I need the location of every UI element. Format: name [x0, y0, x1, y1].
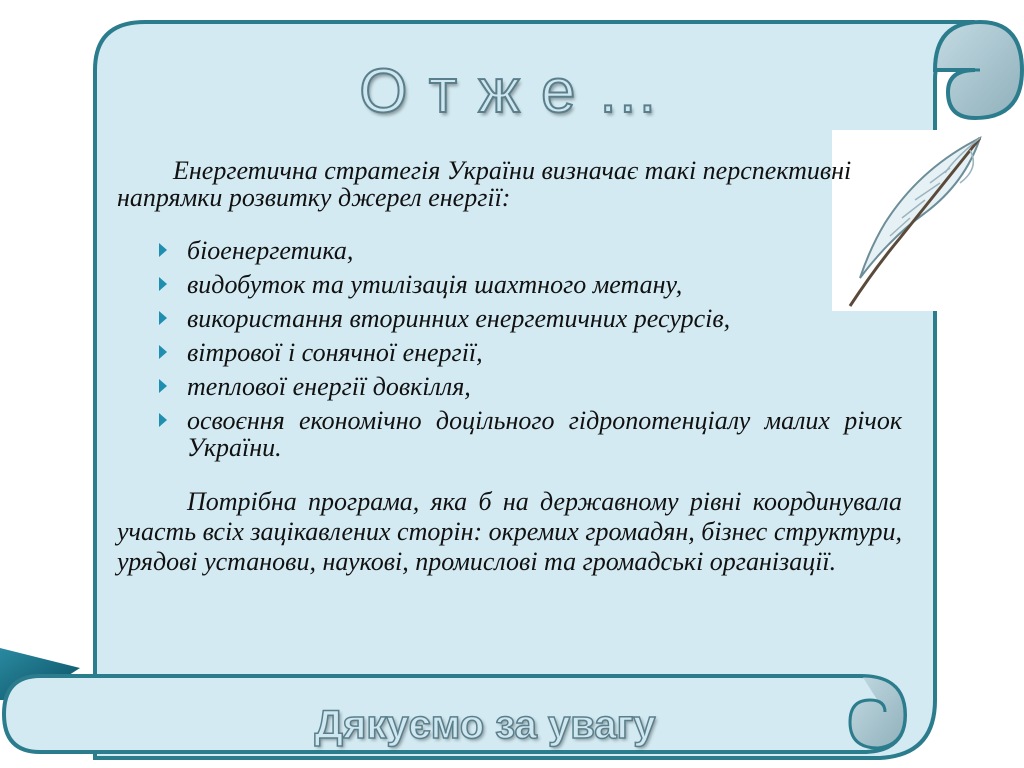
- list-item: вітрової і сонячної енергії,: [117, 339, 902, 366]
- slide-content: [117, 157, 902, 577]
- triangle-bullet-icon: [159, 277, 167, 291]
- list-item: освоєння економічно доцільного гідропотенціалу малих річок України.: [117, 407, 902, 461]
- list-item: теплової енергії довкілля,: [117, 373, 902, 400]
- bullet-list: [117, 237, 902, 461]
- closing-paragraph: Потрібна програма, яка б на державному рівні координувала участь всіх зацікавлених сторін: окремих громадян, бізнес структури, урядові установи, наукові, промислові та громадські організації.: [117, 487, 902, 576]
- list-item: біоенергетика,: [117, 237, 902, 264]
- footer-thanks: Дякуємо за увагу: [314, 703, 656, 747]
- triangle-bullet-icon: [159, 243, 167, 257]
- triangle-bullet-icon: [159, 311, 167, 325]
- list-item: використання вторинних енергетичних ресурсів,: [117, 305, 902, 332]
- triangle-bullet-icon: [159, 345, 167, 359]
- triangle-bullet-icon: [159, 413, 167, 427]
- triangle-bullet-icon: [159, 379, 167, 393]
- slide-title: О т ж е …: [359, 57, 661, 126]
- intro-paragraph: Енергетична стратегія України визначає такі перспективні напрямки розвитку джерел енергії:: [117, 156, 852, 212]
- list-item: видобуток та утилізація шахтного метану,: [117, 271, 902, 298]
